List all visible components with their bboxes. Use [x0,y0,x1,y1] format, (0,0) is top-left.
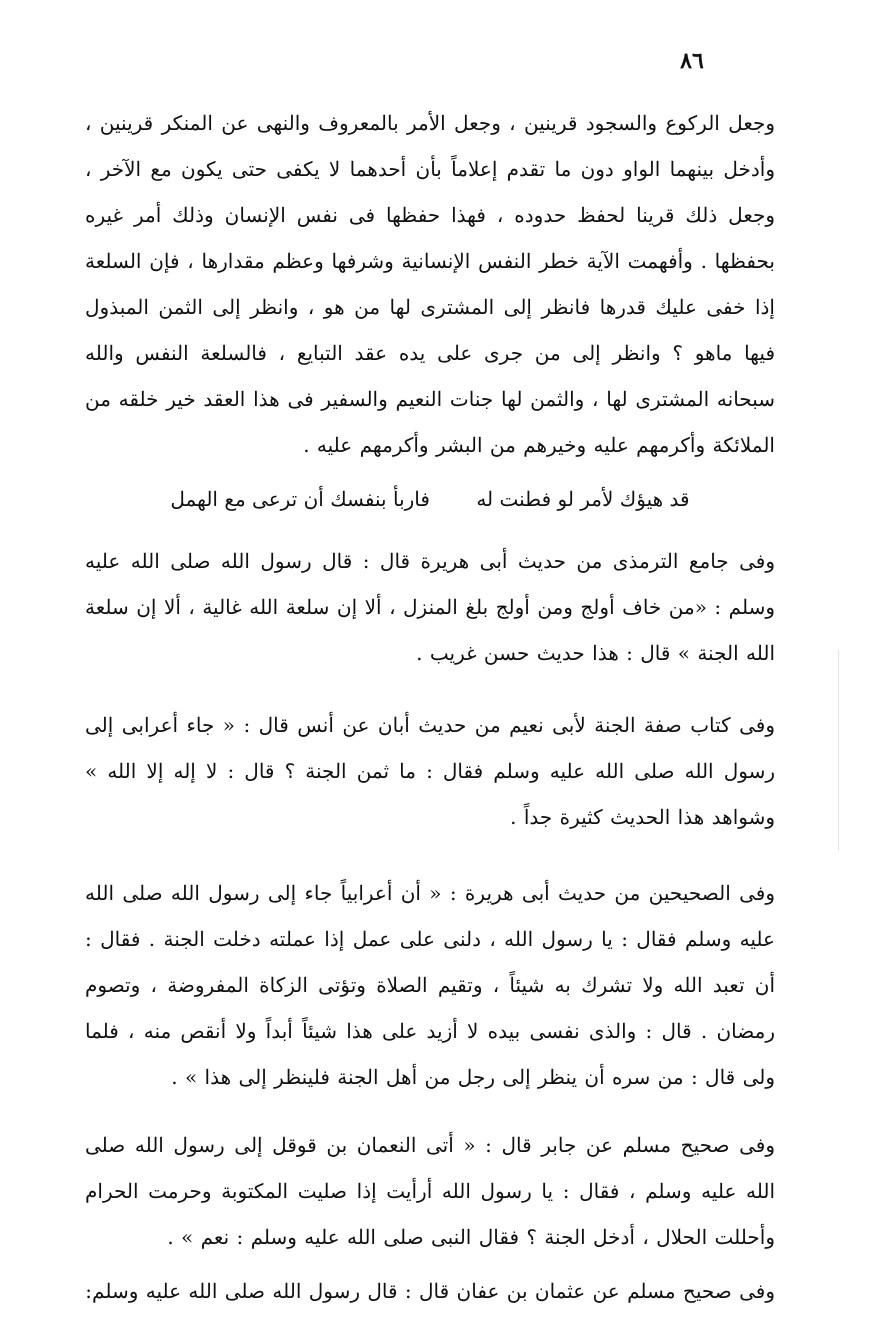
paragraph-muslim-jabir-hadith: وفى صحيح مسلم عن جابر قال : « أتى النعمان بن قوقل إلى رسول الله صلى الله عليه وسلم ، فقال : يا رسول الله أرأيت إذا صليت المكتوبة وحرمت الحرام وأحللت الحلال ، أدخل الجنة ؟ فقال النبى صلى الله عليه وسلم : نعم » . [85,1133,775,1249]
page-edge-line [838,650,839,850]
verse-hemistich-first: قد هيؤك لأمر لو فطنت له [476,487,690,511]
verse-line [85,476,775,522]
paragraph-sale-of-soul: وجعل الركوع والسجود قرينين ، وجعل الأمر بالمعروف والنهى عن المنكر قرينين ، وأدخل بينهما الواو دون ما تقدم إعلاماً بأن أحدهما لا يكفى حتى يكون مع الآخر ، وجعل ذلك قرينا لحفظ حدوده ، فهذا حفظها فى نفس الإنسان وذلك أمر غيره بحفظها . وأفهمت الآية خطر النفس الإنسانية وشرفها وعظم مقدارها ، فإن السلعة إذا خفى عليك قدرها فانظر إلى المشترى لها من هو ، وانظر إلى الثمن المبذول فيها ماهو ؟ وانظر إلى من جرى على يده عقد التبايع ، فالسلعة النفس والله سبحانه المشترى لها ، والثمن لها جنات النعيم والسفير فى هذا العقد خير خلقه من الملائكة وأكرمهم عليه وخيرهم من البشر وأكرمهم عليه . [85,111,775,457]
paragraph-sahihayn-hadith: وفى الصحيحين من حديث أبى هريرة : « أن أعرابياً جاء إلى رسول الله صلى الله عليه وسلم فقال : يا رسول الله ، دلنى على عمل إذا عملته دخلت الجنة . فقال : أن تعبد الله ولا تشرك به شيئاً ، وتقيم الصلاة وتؤتى الزكاة المفروضة ، وتصوم رمضان . قال : والذى نفسى بيده لا أزيد على هذا شيئاً أبداً ولا أنقص منه ، فلما ولى قال : من سره أن ينظر إلى رجل من أهل الجنة فلينظر إلى هذا » . [85,881,775,1089]
paragraph-abu-nuaym-hadith: وفى كتاب صفة الجنة لأبى نعيم من حديث أبان عن أنس قال : « جاء أعرابى إلى رسول الله صلى الله عليه وسلم فقال : ما ثمن الجنة ؟ قال : لا إله إلا الله » وشواهد هذا الحديث كثيرة جداً . [85,713,775,829]
page-body [85,100,775,1314]
paragraph-tirmidhi-hadith: وفى جامع الترمذى من حديث أبى هريرة قال : قال رسول الله صلى الله عليه وسلم : «من خاف أولج ومن أولج بلغ المنزل ، ألا إن سلعة الله غالية ، ألا إن سلعة الله الجنة » قال : هذا حديث حسن غريب . [85,549,775,665]
paragraph-muslim-uthman-hadith: وفى صحيح مسلم عن عثمان بن عفان قال : قال رسول الله صلى الله عليه وسلم: [85,1279,775,1303]
page-number: ٨٦ [680,48,704,74]
verse-hemistich-second: فاربأ بنفسك أن ترعى مع الهمل [170,487,430,511]
